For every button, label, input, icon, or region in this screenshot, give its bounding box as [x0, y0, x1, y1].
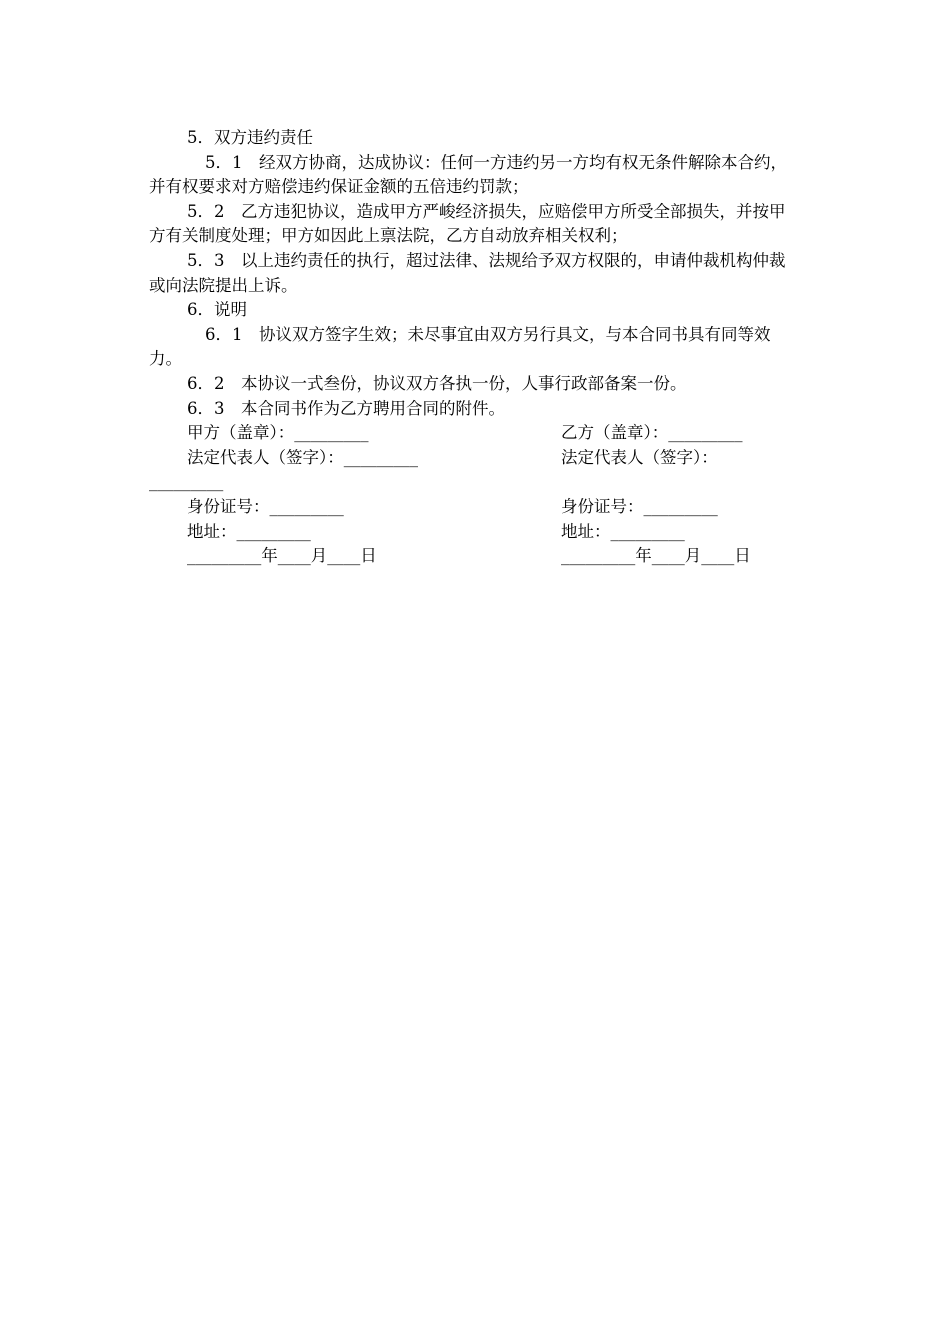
party-b-date: _________年____月____日: [561, 546, 751, 566]
signature-row-seal: [149, 421, 801, 446]
clause-6-3: 6．3 本合同书作为乙方聘用合同的附件。: [187, 398, 505, 418]
clause-6-1: 6．1 协议双方签字生效；未尽事宜由双方另行具文，与本合同书具有同等效力。: [149, 324, 771, 369]
section-6-heading: 6．说明: [187, 300, 247, 320]
party-b-seal: 乙方（盖章）：_________: [561, 423, 743, 443]
clause-5-2: 5．2 乙方违犯协议，造成甲方严峻经济损失，应赔偿甲方所受全部损失，并按甲方有关制度处理；甲方如因此上禀法院，乙方自动放弃相关权利；: [149, 201, 786, 246]
party-a-address: 地址：_________: [187, 521, 311, 541]
clause-6-2: 6．2 本协议一式叁份，协议双方各执一份，人事行政部备案一份。: [187, 373, 687, 393]
party-b-representative-blank: _________: [149, 472, 224, 492]
signature-row-representative: [149, 446, 801, 471]
party-b-representative: 法定代表人（签字）：: [561, 447, 718, 467]
clause-5-1: 5．1 经双方协商，达成协议：任何一方违约另一方均有权无条件解除本合约，并有权要求对方赔偿违约保证金额的五倍违约罚款；: [149, 152, 787, 197]
party-a-representative: 法定代表人（签字）：_________: [187, 447, 418, 467]
party-b-address: 地址：_________: [561, 521, 685, 541]
signature-row-address: [149, 520, 801, 545]
contract-body: [149, 126, 801, 569]
signature-row-id: [149, 495, 801, 520]
clause-5-3: 5．3 以上违约责任的执行，超过法律、法规给予双方权限的，申请仲裁机构仲裁或向法院提出上诉。: [149, 250, 786, 295]
section-5-heading: 5．双方违约责任: [187, 128, 313, 147]
party-a-id-number: 身份证号：_________: [187, 496, 344, 516]
signature-row-representative-blank: [149, 470, 801, 495]
party-a-seal: 甲方（盖章）：_________: [187, 423, 369, 443]
party-a-date: _________年____月____日: [187, 546, 377, 566]
party-b-id-number: 身份证号：_________: [561, 496, 718, 516]
signature-row-date: [149, 544, 801, 569]
